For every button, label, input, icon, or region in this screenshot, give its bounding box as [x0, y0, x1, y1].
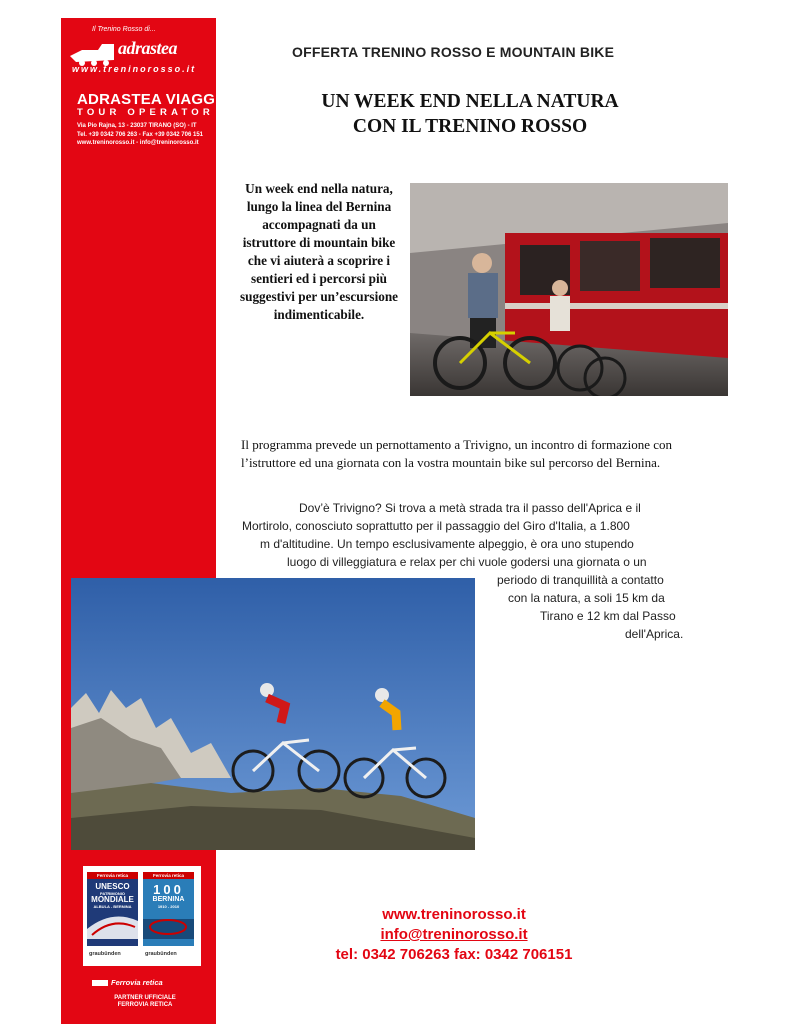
desc-line: Dov’è Trivigno? Si trova a metà strada tra il passo dell'Aprica e il: [299, 501, 641, 515]
graubunden-logo-2: graubünden: [145, 951, 177, 957]
badge-header: Ferrovia retica: [87, 872, 138, 879]
desc-line: dell'Aprica.: [625, 627, 684, 641]
website-link[interactable]: www.treninorosso.it: [382, 906, 526, 923]
bernina-100-badge: [143, 872, 194, 946]
rhb-mark-icon: [92, 980, 108, 986]
unesco-badge: [87, 872, 138, 946]
headline-line-2: CON IL TRENINO ROSSO: [352, 116, 588, 137]
headline: [250, 89, 690, 139]
contacts-block: [330, 905, 578, 965]
badge-title: 100: [153, 882, 184, 897]
company-subtitle: TOUR OPERATOR: [77, 107, 214, 118]
logo-website: www.treninorosso.it: [72, 64, 197, 74]
badge-sub: PATRIMONIO: [100, 891, 125, 896]
desc-line: periodo di tranquillità a contatto: [497, 573, 664, 587]
headline-line-1: UN WEEK END NELLA NATURA: [321, 91, 619, 112]
company-block: [77, 91, 219, 148]
phone-line: Tel. +39 0342 706 263 - Fax +39 0342 706 151: [77, 131, 203, 138]
rhb-logo: [92, 978, 163, 987]
badge-header: Ferrovia retica: [143, 872, 194, 879]
desc-line: con la natura, a soli 15 km da: [508, 591, 665, 605]
desc-line: Tirano e 12 km dal Passo: [540, 609, 676, 623]
graubunden-logo: graubünden: [89, 951, 121, 957]
train-loop-icon: [143, 909, 194, 939]
badge-sub: 1910 - 2010: [157, 904, 180, 909]
rhb-badges: [83, 866, 201, 966]
email-link[interactable]: info@treninorosso.it: [380, 926, 528, 943]
badge-title-2: MONDIALE: [91, 895, 134, 904]
company-address: [77, 122, 219, 148]
logo-tagline: Il Trenino Rosso di...: [92, 26, 156, 33]
logo-wordmark: adrastea: [118, 38, 177, 58]
train-cyclists-photo: [410, 183, 728, 396]
desc-line: luogo di villeggiatura e relax per chi vuole godersi una giornata o un: [287, 555, 647, 569]
desc-line: Mortirolo, conosciuto soprattutto per il passaggio del Giro d'Italia, a 1.800: [242, 519, 630, 533]
partner-line-2: FERROVIA RETICA: [117, 1002, 173, 1008]
mountain-bikers-photo: [71, 578, 475, 850]
partner-line-1: PARTNER UFFICIALE: [114, 995, 176, 1001]
intro-text: Un week end nella natura, lungo la linea del Bernina accompagnati da un istruttore di mountain bike che vi aiuterà a scoprire i sentieri ed i percorsi più suggestivi per un’escursione indimenticabile.: [240, 181, 399, 322]
desc-line: m d'altitudine. Un tempo esclusivamente alpeggio, è ora uno stupendo: [260, 537, 634, 551]
partner-label: [108, 995, 182, 1009]
company-name: ADRASTEA VIAGGI: [77, 91, 220, 108]
program-paragraph: Il programma prevede un pernottamento a Trivigno, un incontro di formazione con l’istruttore ed una giornata con la vostra mountain bike sul percorso del Bernina.: [241, 437, 673, 470]
viaduct-icon: [87, 909, 138, 939]
offer-title: OFFERTA TRENINO ROSSO E MOUNTAIN BIKE: [292, 44, 615, 60]
rhb-label: Ferrovia retica: [111, 978, 163, 987]
phone-fax: tel: 0342 706263 fax: 0342 706151: [335, 946, 573, 963]
web-line: www.treninorosso.it - info@treninorosso.it: [77, 140, 199, 146]
badge-title: UNESCO: [95, 882, 130, 891]
address-line: Via Pio Rajna, 13 - 23037 TIRANO (SO) - IT: [77, 123, 197, 129]
badge-title-2: BERNINA: [152, 896, 185, 903]
badge-sub-2: ALBULA - BERNINA: [93, 904, 132, 909]
